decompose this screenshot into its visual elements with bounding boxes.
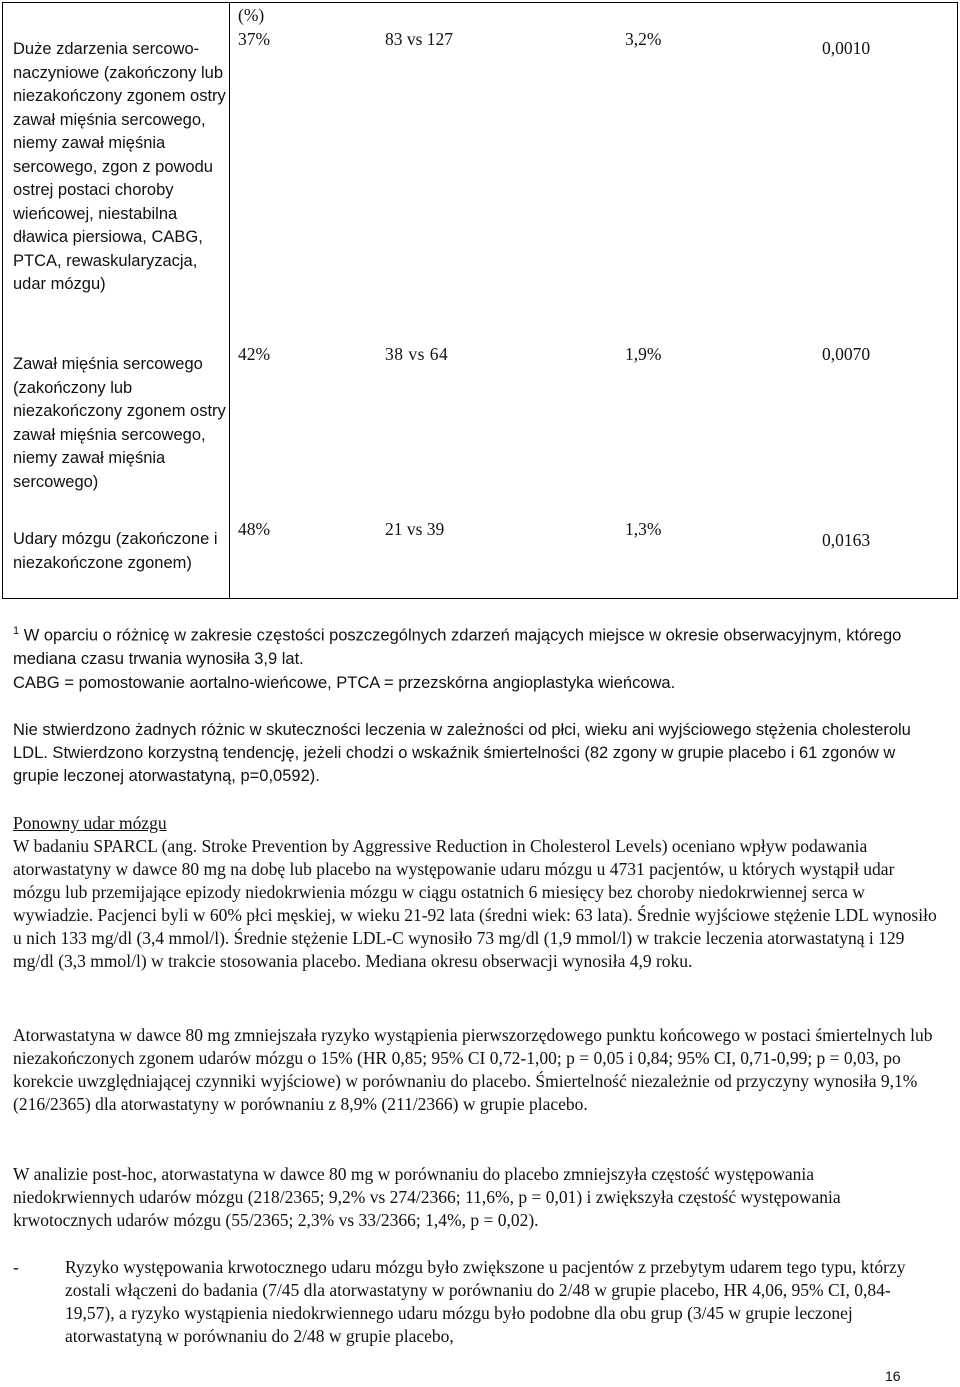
- table-row-3-p: 0,0163: [822, 530, 871, 550]
- bullet-marker: -: [13, 1257, 19, 1277]
- table-row-3-arr: 1,3%: [625, 519, 662, 539]
- table-row-1-events: 83 vs 127: [385, 29, 454, 49]
- table-row-label-2: Zawał mięśnia sercowego (zakończony lub niezakończony zgonem ostry zawał mięśnia sercowego, niemy zawał mięśnia sercowego): [13, 355, 226, 491]
- table-header-unit: (%): [238, 5, 265, 25]
- table-row-2-p: 0,0070: [822, 344, 871, 364]
- table-row-1-rrr: 37%: [238, 29, 271, 49]
- page-number: 16: [885, 1368, 901, 1384]
- section-heading: Ponowny udar mózgu: [13, 813, 167, 833]
- footnote-marker: 1: [13, 625, 20, 637]
- footnote-abbreviations: CABG = pomostowanie aortalno-wieńcowe, PTCA = przezskórna angioplastyka wieńcowa.: [13, 674, 676, 692]
- footnote-text: W oparciu o różnicę w zakresie częstości poszczególnych zdarzeń mających miejsce w okresie obserwacyjnym, którego mediana czasu trwania wynosiła 3,9 lat.: [13, 626, 902, 668]
- paragraph-post-hoc: W analizie post-hoc, atorwastatyna w dawce 80 mg w porównaniu do placebo zmniejszyła częstość występowania niedokrwiennych udarów mózgu (218/2365; 9,2% vs 274/2366; 11,6%, p = 0,01) i zwiększyła częstość występowania krwotocznych udarów mózgu (55/2365; 2,3% vs 33/2366; 1,4%, p = 0,02).: [13, 1164, 841, 1230]
- paragraph-sparcl-study: W badaniu SPARCL (ang. Stroke Prevention by Aggressive Reduction in Cholesterol Levels) oceniano wpływ podawania atorwastatyny w dawce 80 mg na dobę lub placebo na występowanie udaru mózgu u 4731 pacjentów, u których wystąpił udar mózgu lub przemijające epizody niedokrwienia mózgu w ciągu ostatnich 6 miesięcy bez choroby niedokrwiennej serca w wywiadzie. Pacjenci byli w 60% płci męskiej, w wieku 21-92 lata (średni wiek: 63 lata). Średnie wyjściowe stężenie LDL wynosiło u nich 133 mg/dl (3,4 mmol/l). Średnie stężenie LDL-C wynosiło 73 mg/dl (1,9 mmol/l) w trakcie leczenia atorwastatyną i 129 mg/dl (3,3 mmol/l) w trakcie stosowania placebo. Mediana okresu obserwacji wynosiła 4,9 roku.: [13, 836, 937, 971]
- paragraph-efficacy-subgroups: Nie stwierdzono żadnych różnic w skuteczności leczenia w zależności od płci, wieku ani wyjściowego stężenia cholesterolu LDL. Stwierdzono korzystną tendencję, jeżeli chodzi o wskaźnik śmiertelności (82 zgony w grupie placebo i 61 zgonów w grupie leczonej atorwastatyną, p=0,0592).: [13, 721, 911, 785]
- table-row-3-rrr: 48%: [238, 519, 271, 539]
- table-row-label-3: Udary mózgu (zakończone i niezakończone zgonem): [13, 530, 218, 572]
- table-row-2-events: 38 vs 64: [385, 344, 449, 364]
- footnote: [13, 620, 938, 671]
- table-row-1-p: 0,0010: [822, 38, 871, 58]
- table-row-label-1: Duże zdarzenia sercowo-naczyniowe (zakończony lub niezakończony zgonem ostry zawał mięśnia sercowego, niemy zawał mięśnia sercowego, zgon z powodu ostrej postaci choroby wieńcowej, niestabilna dławica piersiowa, CABG, PTCA, rewaskularyzacja, udar mózgu): [13, 40, 226, 293]
- table-row-1-arr: 3,2%: [625, 29, 662, 49]
- table-row-2-arr: 1,9%: [625, 344, 662, 364]
- table-column-divider: [229, 2, 230, 599]
- table-row-2-rrr: 42%: [238, 344, 271, 364]
- bullet-text: Ryzyko występowania krwotocznego udaru mózgu było zwiększone u pacjentów z przebytym udarem tego typu, którzy zostali włączeni do badania (7/45 dla atorwastatyny w porównaniu do 2/48 w grupie placebo, HR 4,06, 95% CI, 0,84-19,57), a ryzyko wystąpienia niedokrwiennego udaru mózgu było podobne dla obu grup (3/45 w grupie leczonej atorwastatyną w porównaniu do 2/48 w grupie placebo,: [65, 1257, 906, 1346]
- table-row-3-events: 21 vs 39: [385, 519, 445, 539]
- paragraph-primary-endpoint: Atorwastatyna w dawce 80 mg zmniejszała ryzyko wystąpienia pierwszorzędowego punktu końcowego w postaci śmiertelnych lub niezakończonych zgonem udarów mózgu o 15% (HR 0,85; 95% CI 0,72-1,00; p = 0,05 i 0,84; 95% CI, 0,71-0,99; p = 0,03, po korekcie uwzględniającej czynniki wyjściowe) w porównaniu do placebo. Śmiertelność niezależnie od przyczyny wynosiła 9,1% (216/2365) dla atorwastatyny w porównaniu z 8,9% (211/2366) w grupie placebo.: [13, 1025, 933, 1114]
